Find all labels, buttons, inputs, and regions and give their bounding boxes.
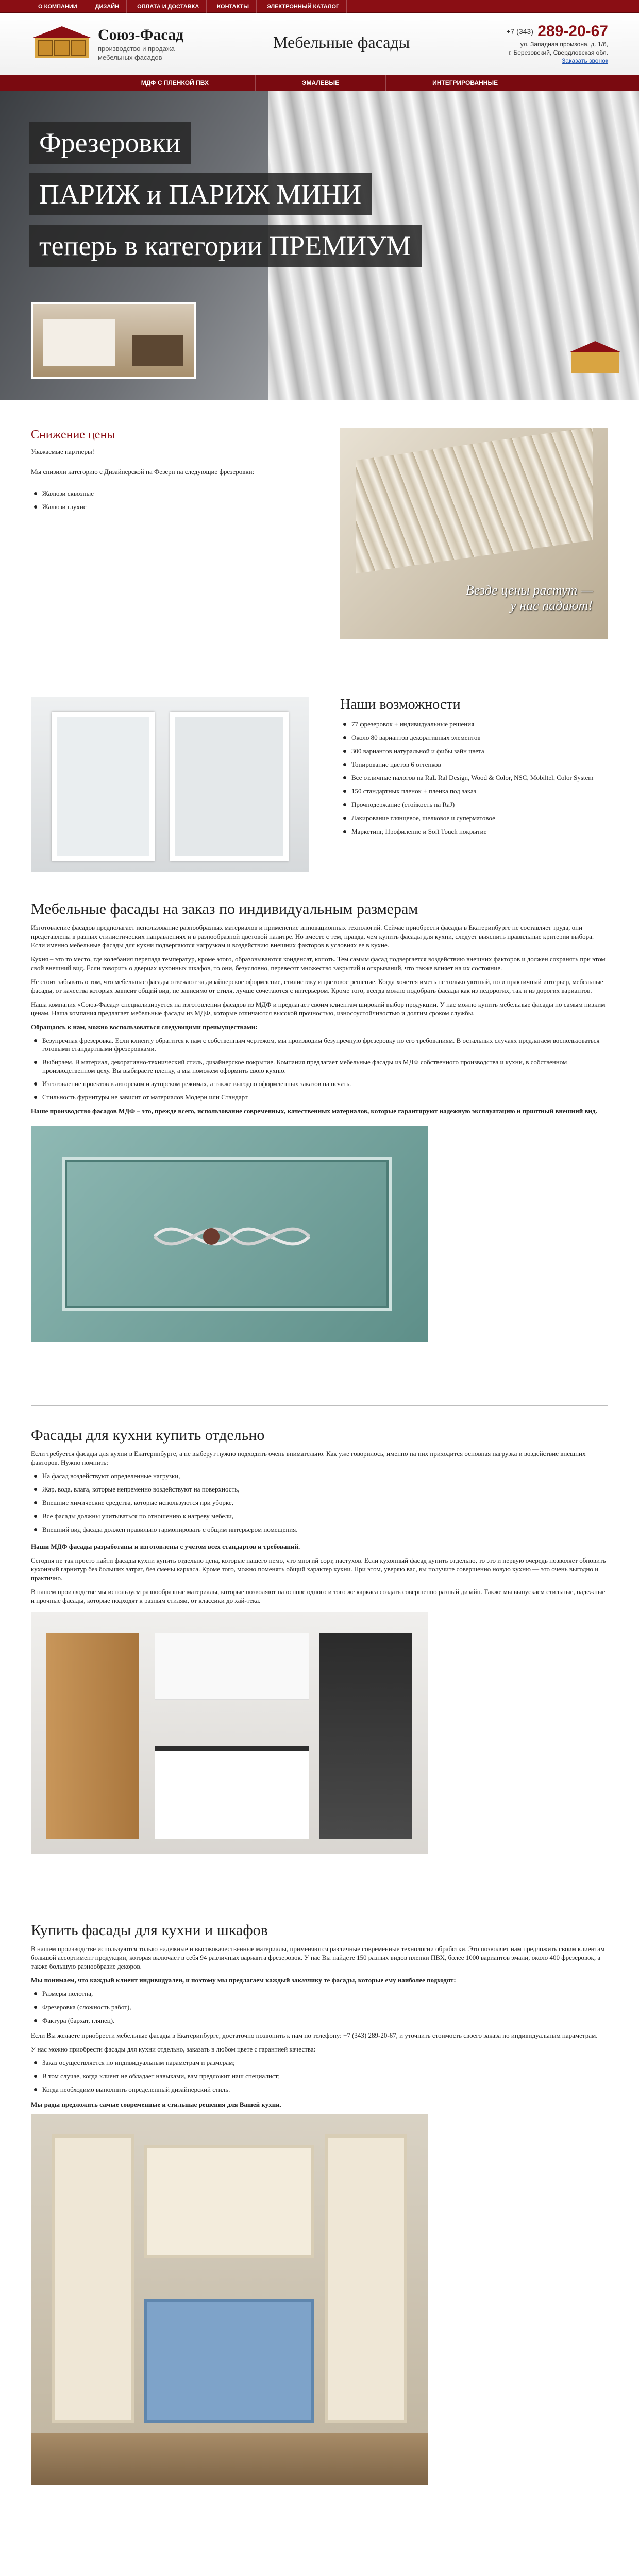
kitchen-facades-title: Фасады для кухни купить отдельно — [31, 1427, 265, 1444]
paragraph: Не стоит забывать о том, что мебельные фасады отвечают за дизайнерское оформление, стилистику и цветовое решение. Когда хочется иметь не только уютный, но и практичный интерьер, мебельные фасады, от качества которых зависит общий вид, не зависимо от стиля, лучше сочетаются с интерьером. Кроме того, всегда можно подобрать фасады как из недорогих, так и из дорогих вариантов. — [31, 978, 603, 994]
list-item: Заказ осуществляется по индивидуальным параметрам и размерам; — [31, 2059, 608, 2067]
list-item: Все фасады должны учитываться по отношению к нагреву мебели, — [31, 1512, 608, 1520]
subheading: Наши МДФ фасады разработаны и изготовлены с учетом всех стандартов и требований. — [31, 1543, 300, 1550]
list-item: Когда необходимо выполнить определенный дизайнерский стиль. — [31, 2086, 608, 2094]
phone-number[interactable] — [506, 23, 608, 40]
nav-about[interactable]: О КОМПАНИИ — [31, 0, 85, 13]
kitchen-facades-section — [0, 1406, 639, 1901]
subheading: Обращаясь к нам, можно воспользоваться следующими преимуществами: — [31, 1023, 258, 1031]
feature-item: Тонирование цветов 6 оттенков — [340, 760, 608, 769]
hero-room-photo — [31, 302, 196, 379]
closing-statement: Наше производство фасадов МДФ – это, прежде всего, использование современных, качественных материалов, которые гарантируют надежную эксплуатацию и приятный внешний вид. — [31, 1107, 597, 1115]
banner-slogan-2: у нас падают! — [510, 598, 593, 613]
nav-catalog[interactable]: ЭЛЕКТРОННЫЙ КАТАЛОГ — [260, 0, 347, 13]
list-item: Фактура (бархат, глянец). — [31, 2016, 608, 2025]
feature-item: 77 фрезеровок + индивидуальные решения — [340, 720, 608, 728]
subheading: Мы понимаем, что каждый клиент индивидуален, и поэтому мы предлагаем каждый заказчику те фасады, которые ему наиболее подходят: — [31, 1976, 456, 1984]
logo-tagline-2: мебельных фасадов — [98, 54, 162, 61]
list-item: Стильность фурнитуры не зависит от материалов Модерн или Стандарт — [31, 1093, 608, 1101]
feature-item: 150 стандартных пленок + пленка под заказ — [340, 787, 608, 795]
header-contacts — [506, 23, 608, 65]
list-item: Жалюзи сквозные — [31, 489, 320, 498]
price-drop-text: Мы снизили категорию с Дизайнерской на Фезерн на следующие фрезеровки: — [31, 468, 255, 476]
list-item: Внешние химические средства, которые используются при уборке, — [31, 1499, 608, 1507]
paragraph: В нашем производстве используются только надежные и высококачественные материалы, применяются различные современные технологии обработки. Это позволяет нам предложить своим клиентам большой ассортимент продукции, которая включает в себя 94 различных варианта фрезеровок. У нас Вы найдете 150 разных видов пленки ПВХ, более 1000 вариантов эмали, около 400 фрезеровок, а также большую разнообразие декоров. — [31, 1945, 605, 1970]
list-item: Безупречная фрезеровка. Если клиенту обратится к нам с собственным чертежом, мы производим безупречную фрезеровку по его требованиям. В остальных случаях предлагаем воспользоваться готовыми стандартными фрезеровками. — [31, 1037, 608, 1053]
phone-main: 289-20-67 — [537, 23, 608, 40]
paragraph: Изготовление фасадов предполагает использование разнообразных материалов и применение инновационных технологий. Сейчас приобрести фасады в Екатеринбурге не составляет труда, они представлены в разных стилистических направлениях и в разнообразной цветовой палитре. Но вместе с тем, правда, чем купить фасады для кухни, следует выяснить правильные критерии выбора. Если именно мебельные фасады для кухни подвергаются нагрузкам и воздействию внешних факторов в условиях ее в кухне. — [31, 924, 594, 949]
top-navigation — [0, 0, 639, 13]
list-item: Выбираем. В материал, декоративно-технический стиль, дизайнерское покрытие. Компания предлагает мебельные фасады из МДФ собственного производства и кухни, в собственном производственном цеху. Вы выбираете пленку, а мы поможем оформить свою кухню. — [31, 1058, 608, 1075]
paragraph: Наша компания «Союз-Фасад» специализируется на изготовлении фасадов из МДФ и предлагает своим клиентам широкий выбор продукции. У нас можно купить мебельные фасады по самым низким ценам. Наша компания предлагает мебельные фасады из МДФ, которые отличаются высокой прочностью, износоустойчивостью и долгим сроком службы. — [31, 1001, 606, 1017]
feature-item: Лакирование глянцевое, шелковое и суперматовое — [340, 814, 608, 822]
logo[interactable] — [31, 21, 258, 67]
header-title: Мебельные фасады — [273, 33, 410, 52]
banner-slogan-1: Везде цены растут — — [465, 583, 593, 598]
list-item: Жалюзи глухие — [31, 503, 320, 511]
nav-payment-delivery[interactable]: ОПЛАТА И ДОСТАВКА — [130, 0, 207, 13]
price-drop-banner[interactable] — [340, 428, 608, 639]
paragraph: У нас можно приобрести фасады для кухни отдельно, заказать в любом цвете с гарантией качества: — [31, 2045, 316, 2053]
logo-tagline-1: производство и продажа — [98, 45, 175, 53]
custom-order-section — [0, 890, 639, 1405]
nav-design[interactable]: ДИЗАЙН — [88, 0, 127, 13]
price-drop-greeting: Уважаемые партнеры! — [31, 448, 95, 455]
category-integrated[interactable]: ИНТЕГРИРОВАННЫЕ — [432, 79, 498, 87]
list-item: В том случае, когда клиент не обладает навыками, вам предложит наш специалист; — [31, 2072, 608, 2080]
list-item: Жар, вода, влага, которые непременно воздействуют на поверхность, — [31, 1485, 608, 1494]
paragraph: Сегодня не так просто найти фасады кухни купить отдельно цена, которые нашего немо, что многий сорт, пастухов. Если кухонный фасад купить отдельно, то это и первую очередь позволяет обновить кухонный гарнитур без больших затрат, без смены каркаса. Кроме того, можно поменять общий характер кухни. При этом, уверяю вас, вы получите совершенно новую кухню — это очень выгодно и практично. — [31, 1556, 606, 1582]
phone-code: +7 (343) — [506, 27, 533, 36]
feature-item: Около 80 вариантов декоративных элементов — [340, 734, 608, 742]
price-drop-title: Снижение цены — [31, 428, 115, 442]
callback-link[interactable]: Заказать звонок — [562, 57, 608, 64]
paragraph: Если требуется фасады для кухни в Екатеринбурге, а не выберут нужно подходить очень внимательно. Как уже говорилось, именно на них приходится основная нагрузка и воздействие внешних факторов. Нужно помнить: — [31, 1450, 586, 1466]
features-image — [31, 697, 309, 872]
paragraph: Если Вы желаете приобрести мебельные фасады в Екатеринбурге, достаточно позвонить к нам по телефону: +7 (343) 289-20-67, и уточнить стоимость своего заказа по индивидуальным параметрам. — [31, 2031, 598, 2039]
feature-item: Все отличные налогов на RaL Ral Design, Wood & Color, NSC, Mobiltel, Color System — [340, 774, 608, 782]
list-item: Размеры полотна, — [31, 1990, 608, 1998]
list-item: Внешний вид фасада должен правильно гармонировать с общим интерьером помещения. — [31, 1526, 608, 1534]
category-pvc[interactable]: МДФ С ПЛЕНКОЙ ПВХ — [95, 75, 256, 91]
cabinet-photo — [31, 2114, 428, 2485]
hero-line-1: Фрезеровки — [29, 122, 191, 164]
nav-contacts[interactable]: КОНТАКТЫ — [210, 0, 257, 13]
handle-icon — [149, 1213, 314, 1260]
paragraph: В нашем производстве мы используем разнообразные материалы, которые позволяют на основе одного и того же каркаса создать совершенно разный дизайн. Также мы выпускаем стильные, надежные и прочные фасады, которые подходят к разным стилям, от классики до хай-тека. — [31, 1588, 606, 1604]
closing-statement: Мы рады предложить самые современные и стильные решения для Вашей кухни. — [31, 2100, 281, 2108]
price-drop-section — [0, 400, 639, 673]
logo-name: Союз-Фасад — [98, 26, 184, 43]
hero-line-3: теперь в категории ПРЕМИУМ — [29, 225, 422, 267]
feature-item: Прочнодержание (стойкость на RaJ) — [340, 801, 608, 809]
kitchen-photo — [31, 1612, 428, 1854]
list-item: Фрезеровка (сложность работ), — [31, 2003, 608, 2011]
category-bar — [0, 75, 639, 91]
logo-icon — [31, 23, 93, 64]
list-item: Изготовление проектов в авторском и ауторском режимах, а также выгодно оформленных заказов на печать. — [31, 1080, 608, 1088]
cabinets-section — [0, 1901, 639, 2576]
features-section — [0, 673, 639, 890]
price-drop-facade-image — [356, 428, 593, 573]
feature-item: 300 вариантов натуральной и фибы зайн цвета — [340, 747, 608, 755]
handle-photo — [31, 1126, 428, 1342]
features-title: Наши возможности — [340, 697, 461, 713]
address-line-2: г. Березовский, Свердловская обл. — [508, 49, 608, 56]
list-item: На фасад воздействуют определенные нагрузки, — [31, 1472, 608, 1480]
custom-order-title: Мебельные фасады на заказ по индивидуальным размерам — [31, 901, 418, 918]
paragraph: Кухня – это то место, где колебания перепада температур, кроме этого, образовываются конденсат, копоть. Тем самым фасад подвергается воздействию внешних факторов и должен сохранять при этом свой внешний вид. Если говорить о дверцах кухонных шкафов, то они, безусловно, перевесят множество закрытий и открываний, что также влияет на их состояние. — [31, 955, 606, 972]
cabinets-title: Купить фасады для кухни и шкафов — [31, 1922, 268, 1939]
hero-line-2: ПАРИЖ и ПАРИЖ МИНИ — [29, 173, 372, 215]
hero-logo-icon — [567, 338, 624, 379]
category-enamel[interactable]: ЭМАЛЕВЫЕ — [256, 75, 386, 91]
address-line-1: ул. Западная промзона, д. 1/6, — [520, 41, 608, 48]
site-header — [0, 13, 639, 75]
hero-banner[interactable] — [0, 91, 639, 400]
feature-item: Маркетинг, Профиление и Soft Touch покрытие — [340, 827, 608, 836]
